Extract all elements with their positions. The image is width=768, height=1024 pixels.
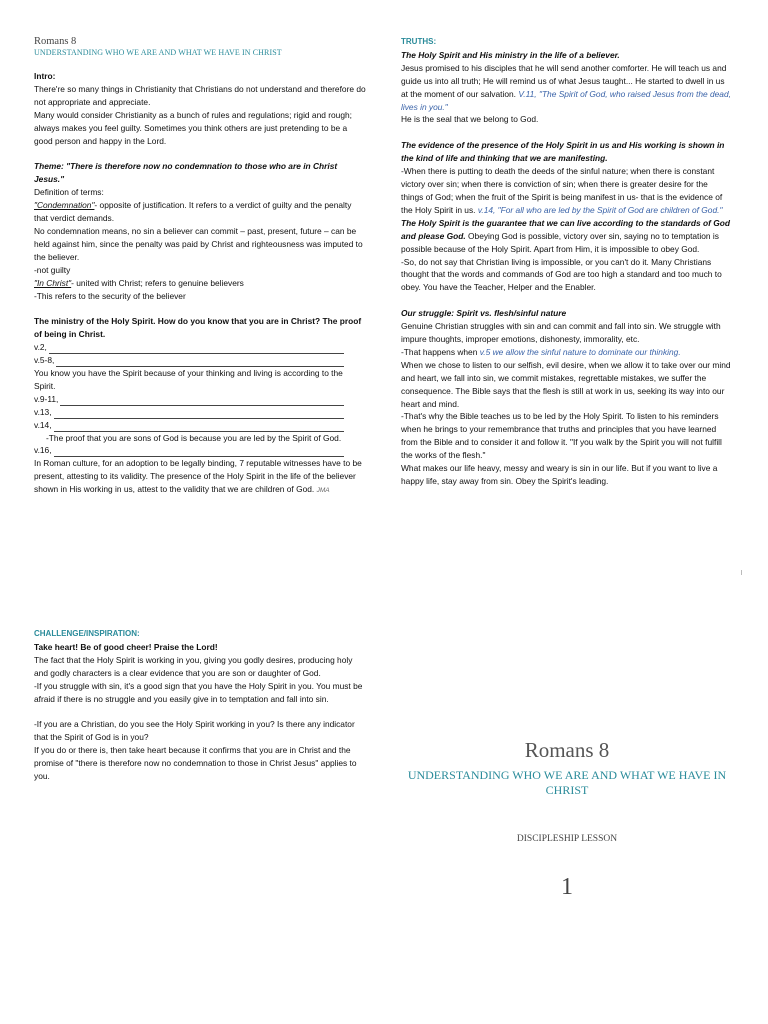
truth-1-seal: He is the seal that we belong to God. bbox=[401, 114, 539, 125]
happens-verse: v.5 we allow the sinful nature to dominate our thinking. bbox=[479, 346, 681, 357]
no-condemnation-explanation: No condemnation means, no sin a believer can commit – past, present, future – can be held against him, since the penalty was paid by Christ and righteousness was imputed to the believer. bbox=[34, 225, 363, 262]
fill-in-line[interactable] bbox=[54, 448, 344, 457]
right-column bbox=[401, 36, 731, 488]
fill-in-line[interactable] bbox=[54, 410, 344, 419]
truth-2-heading: The evidence of the presence of the Holy Spirit in us and His working is shown in the kind of life and thinking that we are manifesting. bbox=[401, 140, 725, 164]
truth-2-text: -When there is putting to death the deeds of the sinful nature; when there is constant victory over sin; when there is conviction of sin; when there is greater desire for the things of God; when the fruit of the Spirit is being manifest in us- that is the evidence of the Holy Spirit in us. bbox=[401, 166, 723, 215]
truths-heading: TRUTHS: bbox=[401, 37, 437, 46]
roman-culture-text bbox=[34, 457, 366, 498]
truth-3-body: Obeying God is possible, victory over sin, saying no to temptation is possible because of the Holy Spirit. Apart from Him, it is impossible to obey God. bbox=[401, 230, 719, 254]
truth-3-heading: The Holy Spirit is the guarantee that we can live according to the standards of God and please God. bbox=[401, 217, 731, 241]
fill-in-line[interactable] bbox=[60, 397, 344, 406]
ministry-heading: The ministry of the Holy Spirit. How do you know that you are in Christ? The proof of being in Christ. bbox=[34, 316, 362, 340]
struggle-body: Genuine Christian struggles with sin and can commit and fall into sin. We struggle with impure thoughts, improper emotions, dishonesty, immorality, etc. bbox=[401, 321, 721, 345]
truth-2-body bbox=[401, 165, 731, 217]
challenge-heading: CHALLENGE/INSPIRATION: bbox=[34, 629, 140, 638]
verse-label: v.2, bbox=[34, 342, 47, 353]
challenge-section bbox=[34, 628, 366, 783]
page-number: 1 bbox=[561, 874, 573, 900]
security-note: -This refers to the security of the believer bbox=[34, 290, 186, 301]
verse-blank-v5-8 bbox=[34, 354, 366, 367]
left-column bbox=[34, 36, 366, 498]
term-condemnation-definition: - opposite of justification. It refers to a verdict of guilty and the penalty that verdict demands. bbox=[34, 200, 352, 224]
cover-panel bbox=[392, 738, 742, 901]
definition-condemnation bbox=[34, 199, 366, 225]
cover-subtitle: UNDERSTANDING WHO WE ARE AND WHAT WE HAVE IN CHRIST bbox=[407, 768, 727, 797]
term-in-christ-definition: - united with Christ; refers to genuine believers bbox=[71, 277, 244, 288]
definition-heading: Definition of terms: bbox=[34, 187, 104, 198]
happens-prefix: -That happens when bbox=[401, 346, 478, 357]
struggle-heading: Our struggle: Spirit vs. flesh/sinful nature bbox=[401, 308, 567, 319]
page-edge-mark bbox=[741, 570, 742, 575]
happens-body: When we chose to listen to our selfish, evil desire, when we allow it to take over our mind and heart, we fall into sin, we commit mistakes, regrettable mistakes, we suffer the consequence. The Bible says that the flesh is still at work in us, seeking its way into our heart and mind. bbox=[401, 359, 731, 409]
term-in-christ: "In Christ" bbox=[34, 277, 72, 288]
document-subtitle: UNDERSTANDING WHO WE ARE AND WHAT WE HAVE IN CHRIST bbox=[34, 48, 282, 57]
fill-in-line[interactable] bbox=[54, 423, 344, 432]
verse-label: v.9-11, bbox=[34, 393, 59, 404]
roman-culture-body: In Roman culture, for an adoption to be legally binding, 7 reputable witnesses have to be present, attesting to its validity. The presence of the Holy Spirit in the life of the believer shown in His working in us, attest to the validity that we are children of God. bbox=[34, 458, 362, 495]
truth-3-more: -So, do not say that Christian living is impossible, or you can't do it. Many Christians thought that the words and commands of God are too high a standard and too much to obey. You have the Teacher, Helper and the Enabler. bbox=[401, 256, 722, 293]
spirit-know-text: You know you have the Spirit because of your thinking and living is according to the Spirit. bbox=[34, 368, 343, 391]
cover-title: Romans 8 bbox=[524, 738, 610, 762]
verse-label: v.13, bbox=[34, 406, 52, 417]
fill-in-line[interactable] bbox=[56, 358, 344, 367]
truth-1-body bbox=[401, 62, 731, 114]
cover-label: DISCIPLESHIP LESSON bbox=[516, 834, 618, 844]
challenge-cheer: Take heart! Be of good cheer! Praise the Lord! bbox=[34, 641, 218, 652]
author-initials: JMA bbox=[316, 487, 330, 495]
intro-heading: Intro: bbox=[34, 71, 56, 81]
verse-blank-v13 bbox=[34, 406, 366, 419]
bible-teaches-text: -That's why the Bible teaches us to be led by the Holy Spirit. To listen to his reminders when he brings to your remembrance that truths and principles that you have learned from the Bible and to consider it and follow it. "If you walk by the Spirit you will not fulfill the works of the flesh." bbox=[401, 411, 722, 461]
intro-paragraph-2: Many would consider Christianity as a bunch of rules and regulations; rigid and rough; always makes you feel guilty. Sometimes you think others are just pretending to be a good person and happy in the Lord. bbox=[34, 109, 352, 146]
verse-blank-v9-11 bbox=[34, 393, 366, 406]
verse-label: v.5-8, bbox=[34, 355, 55, 366]
truth-3-paragraph bbox=[401, 217, 731, 256]
term-condemnation: "Condemnation" bbox=[34, 200, 95, 211]
challenge-paragraph-4: If you do or there is, then take heart because it confirms that you are in Christ and the promise of "there is therefore now no condemnation to those in Christ Jesus" applies to you. bbox=[34, 745, 357, 782]
truth-1-text: Jesus promised to his disciples that he will send another comforter. He will teach us and guide us into all truth; He will remind us of what Jesus taught... He started to dwell in us at the moment of our salvation. bbox=[401, 62, 727, 99]
challenge-paragraph-3: -If you are a Christian, do you see the Holy Spirit working in you? Is there any indicator that the Spirit of God is in you? bbox=[34, 719, 355, 743]
truth-1-verse: V.11, "The Spirit of God, who raised Jesus from the dead, lives in you." bbox=[401, 88, 731, 112]
intro-paragraph-1: There're so many things in Christianity that Christians do not understand and therefore do not appropriate and appreciate. bbox=[34, 83, 366, 107]
proof-sons-text: -The proof that you are sons of God is because you are led by the Spirit of God. bbox=[46, 432, 342, 443]
verse-blank-v16 bbox=[34, 444, 366, 457]
challenge-paragraph-2: -If you struggle with sin, it's a good sign that you have the Holy Spirit in you. You must be afraid if there is no struggle and you easily give in to temptation and fall into sin. bbox=[34, 680, 363, 704]
fill-in-line[interactable] bbox=[49, 345, 344, 354]
theme-statement: Theme: "There is therefore now no condemnation to those who are in Christ Jesus." bbox=[34, 161, 338, 185]
definition-in-christ bbox=[34, 277, 366, 290]
challenge-paragraph-1: The fact that the Holy Spirit is working in you, giving you godly desires, producing holy and godly characters is a clear evidence that you are son or daughter of God. bbox=[34, 654, 353, 678]
document-title: Romans 8 bbox=[34, 36, 77, 47]
heavy-life-text: What makes our life heavy, messy and weary is sin in our life. But if you want to live a happy life, stay away from sin. Obey the Spirit's leading. bbox=[401, 463, 718, 486]
truth-1-heading: The Holy Spirit and His ministry in the life of a believer. bbox=[401, 49, 620, 60]
happens-line bbox=[401, 346, 731, 359]
not-guilty-note: -not guilty bbox=[34, 264, 71, 275]
verse-blank-v14 bbox=[34, 419, 366, 432]
verse-label: v.14, bbox=[34, 419, 52, 430]
verse-blank-v2 bbox=[34, 341, 366, 354]
verse-label: v.16, bbox=[34, 445, 52, 456]
truth-2-verse: v.14, "For all who are led by the Spirit of God are children of God." bbox=[477, 204, 723, 215]
